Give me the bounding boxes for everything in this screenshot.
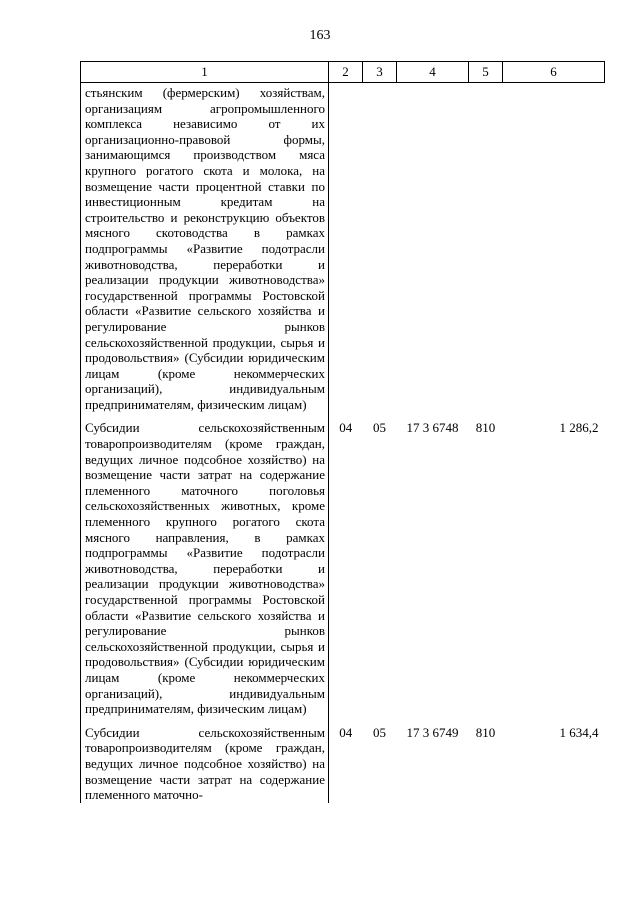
row-description: стьянским (фермерским) хозяйствам, организациям агропромышленного комплекса независимо от их организационно-правовой формы, занимающимся производством мяса крупного рогатого скота и молока, на возмещение части процентной ставки по инвестиционным кредитам на строительство и реконструкцию объектов мясного скотоводства в рамках подпрограммы «Развитие подотрасли животноводства, переработки и реализации продукции животноводства» государственной программы Ростовской области «Развитие сельского хозяйства и регулирование рынков сельскохозяйственной продукции, сырья и продовольствия» (Субсидии юридическим лицам (кроме некоммерческих организаций), индивидуальным предпринимателям, физическим лицам) xyxy=(81,83,329,413)
table-header-row xyxy=(81,62,605,83)
header-col-5: 5 xyxy=(469,62,503,83)
row-target-article xyxy=(397,83,469,413)
header-col-6: 6 xyxy=(503,62,605,83)
header-col-3: 3 xyxy=(363,62,397,83)
row-expense-type: 810 xyxy=(475,420,496,436)
table-row xyxy=(81,717,605,803)
header-col-1: 1 xyxy=(81,62,329,83)
row-description: Субсидии сельскохозяйственным товаропроизводителям (кроме граждан, ведущих личное подсобное хозяйство) на возмещение части затрат на содержание племенного маточно- xyxy=(81,717,329,803)
row-target-article: 17 3 6748 xyxy=(406,420,459,436)
row-expense-type xyxy=(469,83,503,413)
budget-table xyxy=(80,61,605,803)
header-col-4: 4 xyxy=(397,62,469,83)
page-number: 163 xyxy=(309,28,331,43)
table-row xyxy=(81,412,605,716)
row-description: Субсидии сельскохозяйственным товаропроизводителям (кроме граждан, ведущих личное подсобное хозяйство) на возмещение части затрат на содержание племенного маточного поголовья сельскохозяйственных животных, кроме племенного крупного рогатого скота мясного направления, в рамках подпрограммы «Развитие подотрасли животноводства, переработки и реализации продукции животноводства» государственной программы Ростовской области «Развитие сельского хозяйства и регулирование рынков сельскохозяйственной продукции, сырья и продовольствия» (Субсидии юридическим лицам (кроме некоммерческих организаций), индивидуальным предпринимателям, физическим лицам) xyxy=(81,412,329,716)
row-section: 04 xyxy=(339,420,353,436)
header-col-2: 2 xyxy=(329,62,363,83)
row-subsection xyxy=(363,83,397,413)
row-amount: 1 286,2 xyxy=(559,420,599,436)
row-section: 04 xyxy=(339,724,353,740)
row-section xyxy=(329,83,363,413)
row-subsection: 05 xyxy=(373,420,386,436)
row-amount: 1 634,4 xyxy=(559,724,599,740)
row-subsection: 05 xyxy=(373,724,386,740)
table-row xyxy=(81,83,605,413)
row-target-article: 17 3 6749 xyxy=(406,724,459,740)
row-amount xyxy=(503,83,605,413)
row-expense-type: 810 xyxy=(475,724,496,740)
